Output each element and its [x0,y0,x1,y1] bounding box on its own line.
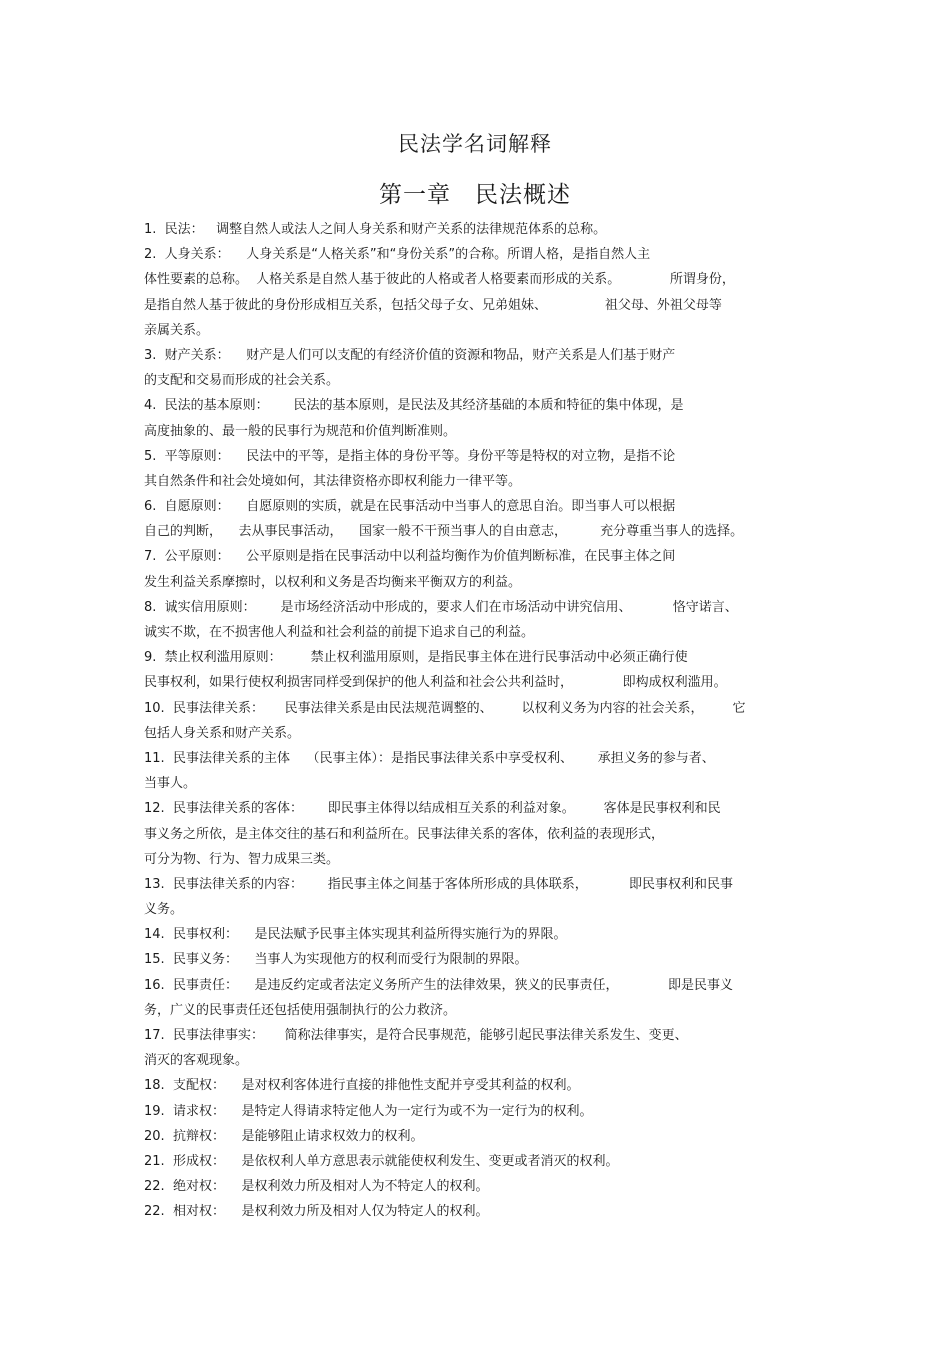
text-line: 12. 民事法律关系的客体： 即民事主体得以结成相互关系的利益对象。 客体是民事权利和民 [144,801,721,817]
text-line: 其自然条件和社会处境如何，其法律资格亦即权利能力一律平等。 [144,473,522,489]
text-line: 事义务之所依，是主体交往的基石和利益所在。民事法律关系的客体，依利益的表现形式， [144,826,665,842]
text-line: 22. 相对权： 是权利效力所及相对人仅为特定人的权利。 [144,1204,489,1220]
text-line: 可分为物、行为、智力成果三类。 [144,851,340,867]
text-line: 18. 支配权： 是对权利客体进行直接的排他性支配并亨受其利益的权利。 [144,1078,580,1094]
text-line: 诚实不欺，在不损害他人利益和社会利益的前提下追求自己的利益。 [144,625,535,640]
document-title: 民法学名词解释 [398,132,552,156]
text-line: 1. 民法： 调整自然人或法人之间人身关系和财产关系的法律规范体系的总称。 [144,222,607,237]
text-line: 21. 形成权： 是依权利人单方意思表示就能使权利发生、变更或者消灭的权利。 [144,1153,619,1169]
text-line: 发生利益关系摩擦时，以权利和义务是否均衡来平衡双方的利益。 [144,574,522,590]
text-line: 19. 请求权： 是特定人得请求特定他人为一定行为或不为一定行为的权利。 [144,1103,593,1119]
text-line: 消灭的客观现象。 [144,1053,249,1069]
text-line: 6. 自愿原则： 自愿原则的实质，就是在民事活动中当事人的意思自治。即当事人可以根据 [144,499,676,515]
text-line: 4. 民法的基本原则： 民法的基本原则，是民法及其经济基础的本质和特征的集中体现，是 [144,398,684,414]
text-line: 民事权利，如果行使权利损害同样受到保护的他人利益和社会公共利益时， 即构成权利滥用。 [144,675,727,691]
text-line: 高度抽象的、最一般的民事行为规范和价值判断准则。 [144,423,457,439]
text-line: 当事人。 [144,776,197,792]
text-line: 20. 抗辩权： 是能够阻止请求权效力的权利。 [144,1128,424,1144]
text-line: 2. 人身关系： 人身关系是“人格关系”和“身份关系”的合称。所谓人格，是指自然人主 [144,247,651,263]
text-line: 自己的判断， 去从事民事活动， 国家一般不干预当事人的自由意志， 充分尊重当事人的选择。 [144,524,744,540]
text-line: 是指自然人基于彼此的身份形成相互关系，包括父母子女、兄弟姐妹、 祖父母、外祖父母等 [144,297,722,313]
text-line: 5. 平等原则： 民法中的平等，是指主体的身份平等。身份平等是特权的对立物，是指不论 [144,448,676,464]
text-line: 亲属关系。 [144,322,210,338]
text-line: 14. 民事权利： 是民法赋予民事主体实现其利益所得实施行为的界限。 [144,927,567,943]
text-line: 体性要素的总称。 人格关系是自然人基于彼此的人格或者人格要素而形成的关系。 所谓身份， [144,272,735,288]
text-line: 义务。 [144,902,184,918]
text-line: 务，广义的民事责任还包括使用强制执行的公力救济。 [144,1002,457,1018]
text-line: 8. 诚实信用原则： 是市场经济活动中形成的，要求人们在市场活动中讲究信用、 恪守诺言、 [144,599,738,615]
text-line: 包括人身关系和财产关系。 [144,725,301,741]
text-line: 的支配和交易而形成的社会关系。 [144,373,340,389]
text-line: 13. 民事法律关系的内容： 指民事主体之间基于客体所形成的具体联系， 即民事权利和民事 [144,876,734,892]
text-line: 3. 财产关系： 财产是人们可以支配的有经济价值的资源和物品，财产关系是人们基于财产 [144,347,676,363]
text-line: 15. 民事义务： 当事人为实现他方的权利而受行为限制的界限。 [144,952,528,968]
chapter-title: 第一章 民法概述 [379,182,571,208]
text-line: 7. 公平原则： 公平原则是指在民事活动中以利益均衡作为价值判断标准，在民事主体之间 [144,549,676,565]
text-line: 22. 绝对权： 是权利效力所及相对人为不特定人的权利。 [144,1179,489,1195]
text-line: 16. 民事责任： 是违反约定或者法定义务所产生的法律效果，狭义的民事责任， 即是民事义 [144,977,734,993]
text-line: 17. 民事法律事实： 简称法律事实，是符合民事规范，能够引起民事法律关系发生、变更、 [144,1028,688,1043]
text-line: 9. 禁止权利滥用原则： 禁止权利滥用原则，是指民事主体在进行民事活动中必须正确行使 [144,650,688,666]
text-line: 11. 民事法律关系的主体 （民事主体）：是指民事法律关系中享受权利、 承担义务的参与者、 [144,750,715,766]
text-line: 10. 民事法律关系： 民事法律关系是由民法规范调整的、 以权利义务为内容的社会关系， 它 [144,700,746,716]
definition-list [144,217,812,1225]
